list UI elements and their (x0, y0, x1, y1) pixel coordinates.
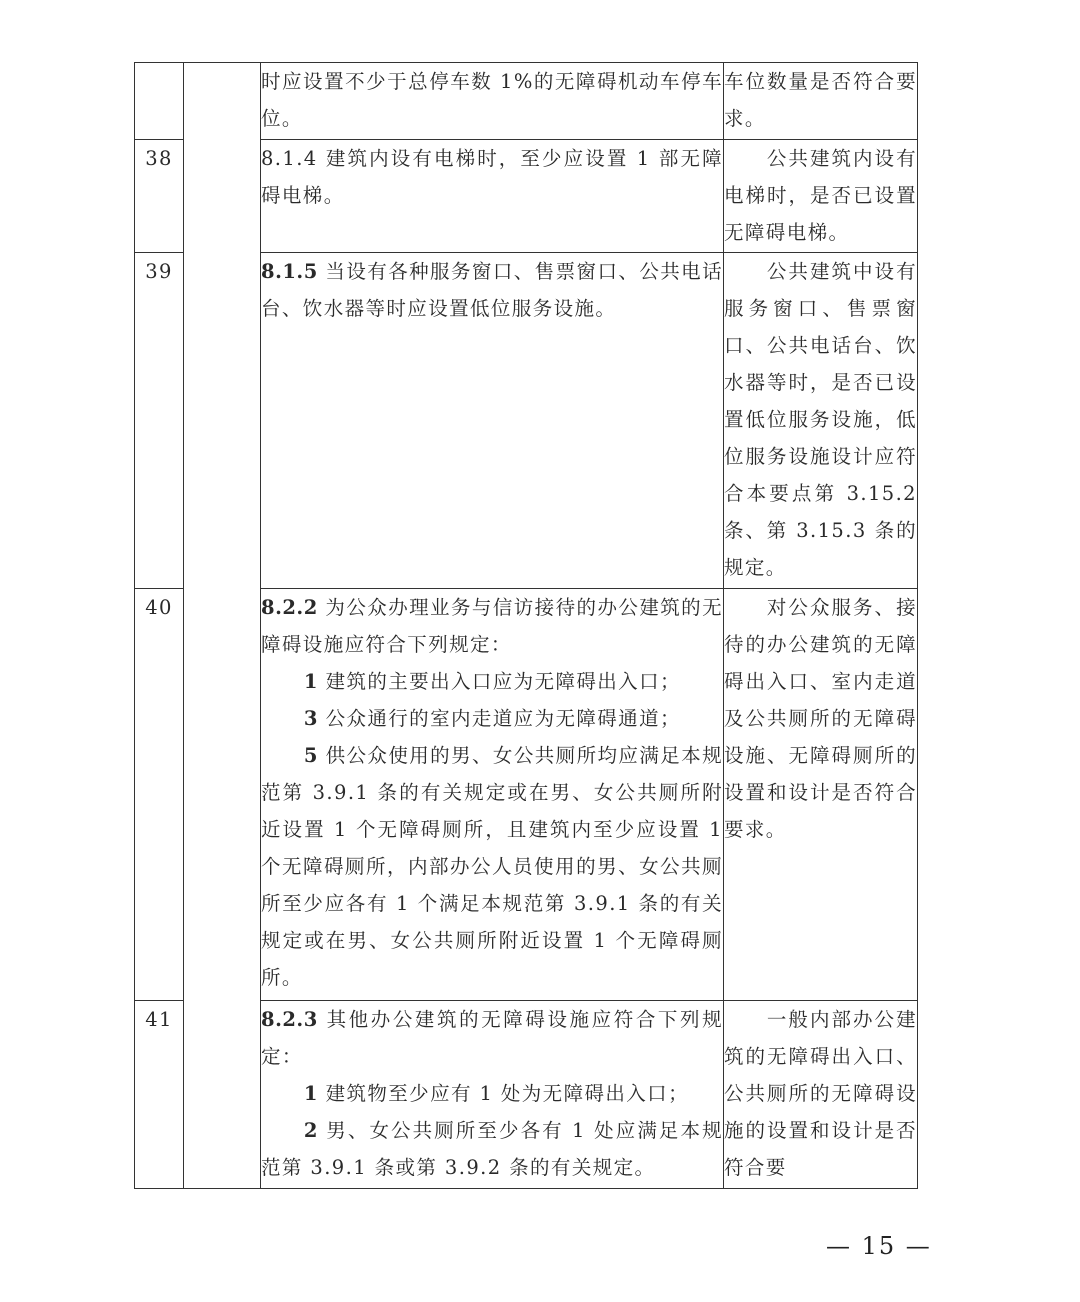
clause-paragraph: 8.1.4 建筑内设有电梯时，至少应设置 1 部无障碍电梯。 (261, 147, 723, 207)
clause-paragraph: 时应设置不少于总停车数 1%的无障碍机动车停车位。 (261, 70, 723, 130)
check-cell (724, 589, 918, 1001)
clause-paragraph: 8.2.2 为公众办理业务与信访接待的办公建筑的无障碍设施应符合下列规定： (261, 596, 723, 656)
table-row (135, 63, 918, 140)
clause-item: 5 供公众使用的男、女公共厕所均应满足本规范第 3.9.1 条的有关规定或在男、女公共厕所附近设置 1 个无障碍厕所，且建筑内至少应设置 1 个无障碍厕所，内部办公人员使用的男、女公共厕所至少应各有 1 个满足本规范第 3.9.1 条的有关规定或在男、女公共厕所附近设置 1 个无障碍厕所。 (261, 744, 723, 989)
review-table (134, 62, 918, 1189)
page-number: — 15 — (826, 1232, 932, 1260)
clause-cell (261, 63, 724, 140)
clause-cell (261, 1001, 724, 1189)
check-cell (724, 63, 918, 140)
clause-item: 2 男、女公共厕所至少各有 1 处应满足本规范第 3.9.1 条或第 3.9.2 条的有关规定。 (261, 1119, 723, 1179)
clause-cell (261, 140, 724, 253)
table-body (135, 63, 918, 1189)
check-text: 公共建筑中设有服务窗口、售票窗口、公共电话台、饮水器等时，是否已设置低位服务设施，低位服务设施设计应符合本要点第 3.15.2 条、第 3.15.3 条的规定。 (724, 260, 917, 579)
check-text: 公共建筑内设有电梯时，是否已设置无障碍电梯。 (724, 147, 917, 244)
clause-item: 1 建筑的主要出入口应为无障碍出入口； (303, 670, 681, 693)
row-number: 41 (135, 1001, 184, 1189)
check-text: 车位数量是否符合要求。 (724, 70, 917, 130)
row-number (135, 63, 184, 140)
clause-paragraph: 8.2.3 其他办公建筑的无障碍设施应符合下列规定： (261, 1008, 723, 1068)
check-cell (724, 140, 918, 253)
check-cell (724, 1001, 918, 1189)
clause-item: 1 建筑物至少应有 1 处为无障碍出入口； (303, 1082, 689, 1105)
check-cell (724, 253, 918, 589)
row-number: 40 (135, 589, 184, 1001)
check-text: 一般内部办公建筑的无障碍出入口、公共厕所的无障碍设施的设置和设计是否符合要 (724, 1008, 917, 1179)
clause-cell (261, 253, 724, 589)
clause-cell (261, 589, 724, 1001)
clause-item: 3 公众通行的室内走道应为无障碍通道； (303, 707, 681, 730)
row-number: 38 (135, 140, 184, 253)
check-text: 对公众服务、接待的办公建筑的无障碍出入口、室内走道及公共厕所的无障碍设施、无障碍厕所的设置和设计是否符合要求。 (724, 596, 917, 841)
clause-paragraph: 8.1.5 当设有各种服务窗口、售票窗口、公共电话台、饮水器等时应设置低位服务设施。 (261, 260, 723, 320)
category-cell (184, 63, 261, 1189)
row-number: 39 (135, 253, 184, 589)
